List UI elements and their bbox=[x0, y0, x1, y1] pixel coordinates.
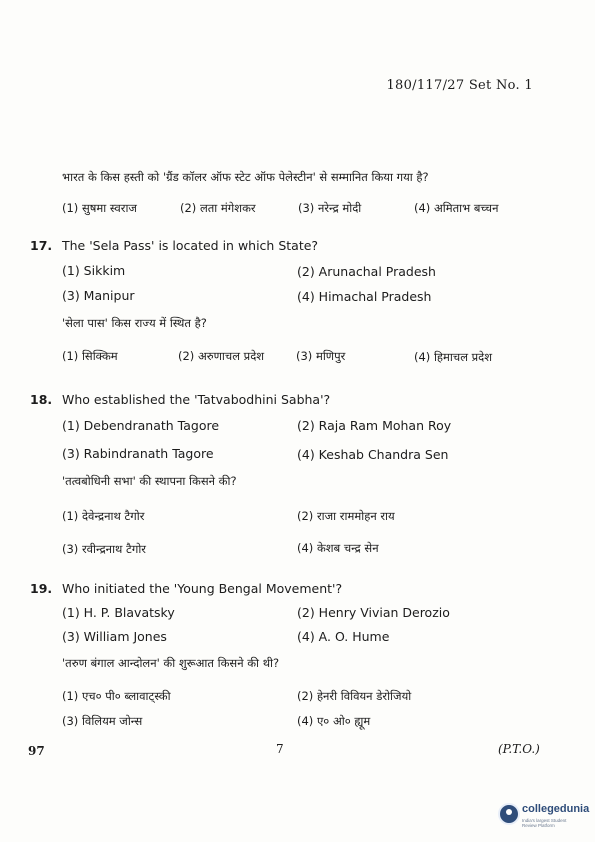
page-number: 7 bbox=[276, 742, 284, 756]
q16-option-3-hi: (3) नरेन्द्र मोदी bbox=[298, 201, 362, 215]
q18-question-en: Who established the 'Tatvabodhini Sabha'? bbox=[62, 392, 331, 407]
q16-option-2-hi: (2) लता मंगेशकर bbox=[180, 201, 256, 215]
q18-option-2-hi: (2) राजा राममोहन राय bbox=[297, 509, 395, 523]
q18-option-3-en: (3) Rabindranath Tagore bbox=[62, 446, 214, 461]
q19-question-en: Who initiated the 'Young Bengal Movement'? bbox=[62, 581, 343, 596]
q18-option-4-en: (4) Keshab Chandra Sen bbox=[297, 447, 449, 462]
q19-number: 19. bbox=[30, 581, 53, 596]
q16-option-1-hi: (1) सुषमा स्वराज bbox=[62, 201, 137, 215]
q19-option-3-en: (3) William Jones bbox=[62, 629, 167, 644]
mascot-icon bbox=[498, 803, 520, 825]
q17-option-1-en: (1) Sikkim bbox=[62, 263, 126, 278]
footer-code: 97 bbox=[28, 744, 45, 758]
collegedunia-logo bbox=[498, 800, 590, 830]
q19-option-3-hi: (3) विलियम जोन्स bbox=[62, 714, 143, 728]
q18-option-2-en: (2) Raja Ram Mohan Roy bbox=[297, 418, 452, 433]
q19-option-2-hi: (2) हेनरी विवियन डेरोजियो bbox=[297, 689, 412, 703]
q17-option-2-en: (2) Arunachal Pradesh bbox=[297, 264, 436, 279]
q17-question-en: The 'Sela Pass' is located in which State? bbox=[62, 238, 319, 253]
q18-question-hi: 'तत्वबोधिनी सभा' की स्थापना किसने की? bbox=[62, 474, 237, 488]
q17-option-4-en: (4) Himachal Pradesh bbox=[297, 289, 432, 304]
logo-tagline: India's largest Student Review Platform bbox=[522, 818, 567, 828]
q17-number: 17. bbox=[30, 238, 53, 253]
q18-option-1-hi: (1) देवेन्द्रनाथ टैगोर bbox=[62, 509, 145, 523]
q19-option-2-en: (2) Henry Vivian Derozio bbox=[297, 605, 450, 620]
q17-option-3-en: (3) Manipur bbox=[62, 288, 135, 303]
q18-option-1-en: (1) Debendranath Tagore bbox=[62, 418, 220, 433]
q17-option-4-hi: (4) हिमाचल प्रदेश bbox=[414, 350, 493, 364]
q19-option-4-hi: (4) ए० ओ० ह्यूम bbox=[297, 714, 371, 728]
logo-name: collegedunia bbox=[522, 803, 590, 815]
q16-question-hi: भारत के किस हस्ती को 'ग्रैंड कॉलर ऑफ स्टेट ऑफ पेलेस्टीन' से सम्मानित किया गया है? bbox=[62, 170, 429, 184]
q18-number: 18. bbox=[30, 392, 53, 407]
q18-option-3-hi: (3) रवीन्द्रनाथ टैगोर bbox=[62, 542, 146, 556]
q16-option-4-hi: (4) अमिताभ बच्चन bbox=[414, 201, 499, 215]
q19-option-4-en: (4) A. O. Hume bbox=[297, 629, 390, 644]
q19-option-1-en: (1) H. P. Blavatsky bbox=[62, 605, 175, 620]
q18-option-4-hi: (4) केशब चन्द्र सेन bbox=[297, 541, 379, 555]
q19-question-hi: 'तरुण बंगाल आन्दोलन' की शुरूआत किसने की थी? bbox=[62, 656, 280, 670]
pto-label: (P.T.O.) bbox=[498, 742, 540, 756]
q19-option-1-hi: (1) एच० पी० ब्लावाट्स्की bbox=[62, 689, 171, 703]
q17-question-hi: 'सेला पास' किस राज्य में स्थित है? bbox=[62, 316, 207, 330]
q17-option-3-hi: (3) मणिपुर bbox=[296, 349, 346, 363]
q17-option-2-hi: (2) अरुणाचल प्रदेश bbox=[178, 349, 265, 363]
q17-option-1-hi: (1) सिक्किम bbox=[62, 349, 118, 363]
set-code: 180/117/27 Set No. 1 bbox=[386, 78, 533, 93]
